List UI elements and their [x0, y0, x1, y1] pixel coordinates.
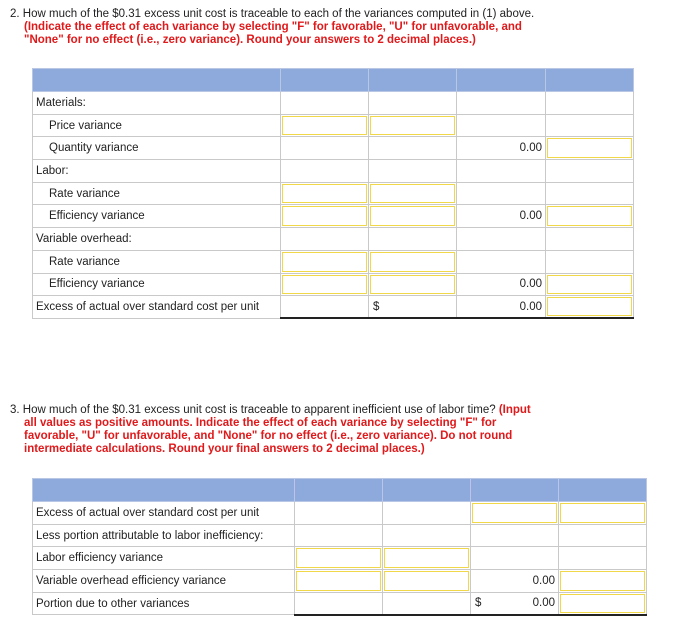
table-header [33, 479, 647, 502]
excess-cost-effect-select[interactable] [560, 503, 645, 523]
excess-cost-effect-select[interactable] [547, 297, 632, 316]
other-variances-total: 0.00 [532, 597, 555, 610]
question-3-instructions-2: favorable, "U" for unfavorable, and "None" for no effect (i.e., zero variance). Do not round [24, 430, 513, 442]
labor-efficiency-effect-select[interactable] [370, 206, 455, 226]
question-2-instructions-2: "None" for no effect (i.e., zero variance). Round your answers to 2 decimal places.) [24, 34, 476, 46]
overhead-efficiency-effect-select[interactable] [384, 571, 469, 591]
materials-price-variance-label: Price variance [33, 114, 281, 137]
labor-efficiency-variance-label: Labor efficiency variance [33, 547, 295, 570]
other-variances-label: Portion due to other variances [33, 592, 295, 615]
overhead-rate-amount-input[interactable] [282, 252, 367, 272]
table-row [33, 228, 634, 251]
table-row [33, 114, 634, 137]
table-row [33, 160, 634, 183]
table-row [33, 592, 647, 615]
less-portion-label: Less portion attributable to labor inefficiency: [33, 524, 295, 547]
materials-price-amount-input[interactable] [282, 116, 367, 136]
labor-inefficiency-table [32, 478, 647, 616]
excess-cost-total: 0.00 [457, 296, 546, 319]
table-row [33, 273, 634, 296]
overhead-efficiency-total-effect-select[interactable] [560, 571, 645, 591]
overhead-efficiency-variance-label: Variable overhead efficiency variance [33, 570, 295, 593]
overhead-total: 0.00 [457, 273, 546, 296]
question-2-text: 2. How much of the $0.31 excess unit cost is traceable to each of the variances computed in (1) above. [10, 8, 535, 20]
labor-rate-amount-input[interactable] [282, 184, 367, 204]
excess-cost-label: Excess of actual over standard cost per unit [33, 296, 281, 319]
question-3-text: 3. How much of the $0.31 excess unit cost is traceable to apparent inefficient use of labor time? [10, 404, 496, 416]
other-variances-effect-select[interactable] [560, 594, 645, 613]
materials-price-effect-select[interactable] [370, 116, 455, 136]
table-row [33, 547, 647, 570]
labor-efficiency-amount-input[interactable] [282, 206, 367, 226]
overhead-efficiency-total: 0.00 [471, 570, 559, 593]
materials-quantity-variance-label: Quantity variance [33, 137, 281, 160]
variance-table [32, 68, 634, 319]
labor-label: Labor: [33, 160, 281, 183]
table-row [33, 250, 634, 273]
excess-cost-label: Excess of actual over standard cost per unit [33, 502, 295, 525]
materials-total: 0.00 [457, 137, 546, 160]
overhead-efficiency-effect-select[interactable] [370, 275, 455, 295]
table-header [33, 69, 634, 92]
dollar-sign: $ [475, 597, 482, 610]
overhead-rate-variance-label: Rate variance [33, 250, 281, 273]
labor-total-effect-select[interactable] [547, 206, 632, 226]
table-row [33, 296, 634, 319]
question-2 [10, 8, 585, 47]
table-row [33, 205, 634, 228]
table-row [33, 92, 634, 115]
overhead-efficiency-variance-label: Efficiency variance [33, 273, 281, 296]
question-3-instructions-start: (Input [498, 404, 531, 416]
table-row [33, 524, 647, 547]
table-row [33, 502, 647, 525]
labor-efficiency-amount-input[interactable] [296, 548, 381, 568]
table-row [33, 137, 634, 160]
materials-total-effect-select[interactable] [547, 138, 632, 158]
overhead-total-effect-select[interactable] [547, 275, 632, 295]
dollar-sign: $ [373, 300, 380, 313]
materials-label: Materials: [33, 92, 281, 115]
excess-cost-amount-input[interactable] [472, 503, 557, 523]
question-3-instructions-1: all values as positive amounts. Indicate the effect of each variance by selecting "F" for [24, 417, 497, 429]
labor-rate-effect-select[interactable] [370, 184, 455, 204]
overhead-efficiency-amount-input[interactable] [296, 571, 381, 591]
overhead-rate-effect-select[interactable] [370, 252, 455, 272]
labor-total: 0.00 [457, 205, 546, 228]
labor-rate-variance-label: Rate variance [33, 182, 281, 205]
labor-efficiency-effect-select[interactable] [384, 548, 469, 568]
question-2-instructions-1: (Indicate the effect of each variance by selecting "F" for favorable, "U" for unfavorable, and [24, 21, 522, 33]
question-3-instructions-3: intermediate calculations. Round your final answers to 2 decimal places.) [24, 443, 425, 455]
overhead-efficiency-amount-input[interactable] [282, 275, 367, 295]
table-row [33, 182, 634, 205]
table-row [33, 570, 647, 593]
labor-efficiency-variance-label: Efficiency variance [33, 205, 281, 228]
question-3 [10, 404, 570, 456]
variable-overhead-label: Variable overhead: [33, 228, 281, 251]
